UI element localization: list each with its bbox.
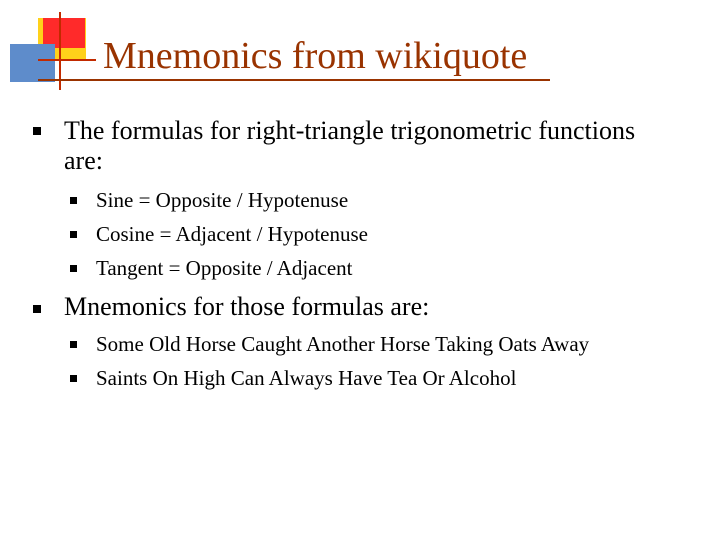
slide-title: Mnemonics from wikiquote — [103, 35, 528, 77]
sub-bullet-text: Cosine = Adjacent / Hypotenuse — [96, 222, 368, 246]
sub-bullet-marker — [70, 375, 77, 382]
sub-bullet-marker — [70, 265, 77, 272]
logo-blue-square — [10, 44, 55, 82]
sub-bullet-marker — [70, 341, 77, 348]
sub-bullet-text: Sine = Opposite / Hypotenuse — [96, 188, 349, 212]
bullet-marker — [33, 127, 41, 135]
sub-bullet-text: Some Old Horse Caught Another Horse Taking Oats Away — [96, 332, 590, 356]
title-underline — [38, 79, 550, 81]
bullet-text: Mnemonics for those formulas are: — [64, 292, 430, 321]
bullet-text: The formulas for right-triangle trigonometric functions — [64, 116, 636, 145]
sub-bullet-marker — [70, 197, 77, 204]
bullet-marker — [33, 305, 41, 313]
bullet-text-continued: are: — [64, 146, 103, 175]
sub-bullet-marker — [70, 231, 77, 238]
sub-bullet-text: Saints On High Can Always Have Tea Or Alcohol — [96, 366, 517, 390]
logo-horizontal-line — [38, 59, 96, 61]
sub-bullet-text: Tangent = Opposite / Adjacent — [96, 256, 353, 280]
